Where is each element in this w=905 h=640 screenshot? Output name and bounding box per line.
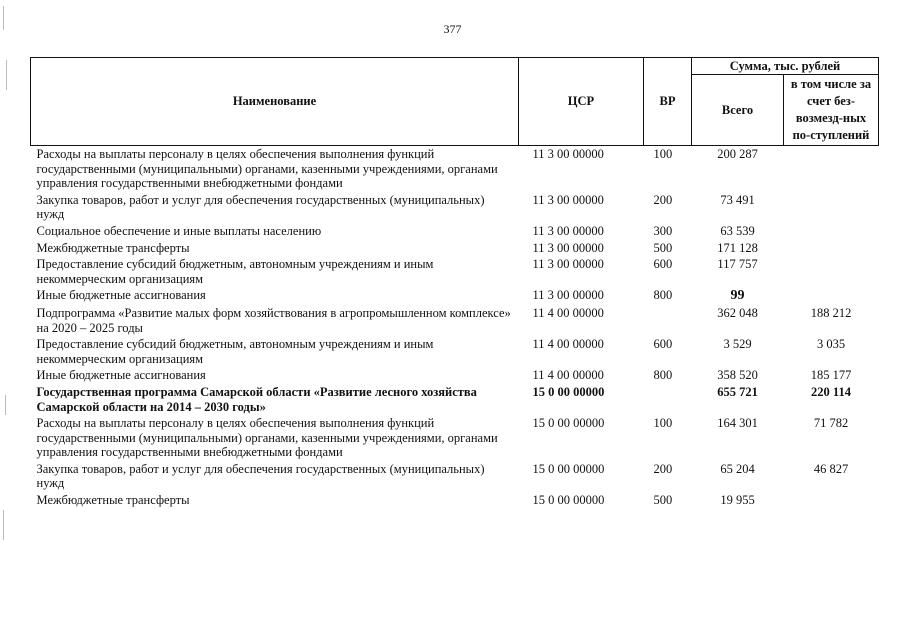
table-body xyxy=(31,146,879,509)
row-total xyxy=(692,287,784,305)
row-free xyxy=(784,146,879,192)
row-csr: 11 3 00 00000 xyxy=(532,288,604,303)
row-name: Межбюджетные трансферты xyxy=(36,240,190,255)
row-total: 358 520 xyxy=(717,368,758,383)
row-total: 171 128 xyxy=(717,240,758,255)
row-name: Расходы на выплаты персоналу в целях обеспечения выполнения функций государственными (муниципальными) органами, казенными учреждениями, органами управления государственными внебюджетными фондами xyxy=(36,416,498,460)
row-csr: 15 0 00 00000 xyxy=(532,493,605,508)
table-row-program xyxy=(31,384,879,415)
row-csr: 11 3 00 00000 xyxy=(532,240,604,255)
table-row xyxy=(31,305,879,336)
scan-artifact xyxy=(6,60,7,90)
budget-table xyxy=(30,57,879,509)
row-vr xyxy=(644,305,692,336)
header-free-receipts: в том числе за счет без-возмезд-ных по-ступлений xyxy=(784,75,879,146)
row-csr: 15 0 00 00000 xyxy=(532,384,605,399)
row-name: Иные бюджетные ассигнования xyxy=(36,288,206,303)
page-number: 377 xyxy=(443,22,462,36)
row-csr: 15 0 00 00000 xyxy=(532,416,605,431)
table-row xyxy=(31,336,879,367)
row-vr: 200 xyxy=(653,192,673,207)
row-free xyxy=(784,492,879,509)
row-total: 63 539 xyxy=(720,223,755,238)
table-header xyxy=(31,58,879,146)
row-vr xyxy=(644,384,692,415)
row-free xyxy=(784,223,879,240)
header-vr: ВР xyxy=(644,58,692,146)
row-free xyxy=(784,192,879,223)
scan-artifact xyxy=(5,395,6,415)
row-csr: 11 3 00 00000 xyxy=(532,257,604,272)
table-row xyxy=(31,367,879,384)
table-row xyxy=(31,287,879,305)
row-vr: 500 xyxy=(653,493,673,508)
header-sum-group: Сумма, тыс. рублей xyxy=(692,58,879,75)
row-free xyxy=(784,287,879,305)
scan-artifact xyxy=(3,6,4,30)
table-row xyxy=(31,415,879,461)
row-vr: 500 xyxy=(653,240,673,255)
row-total: 65 204 xyxy=(720,461,755,476)
row-name: Межбюджетные трансферты xyxy=(36,493,190,508)
header-name: Наименование xyxy=(31,58,519,146)
row-free: 188 212 xyxy=(810,305,852,320)
row-free xyxy=(784,256,879,287)
row-csr: 11 3 00 00000 xyxy=(532,192,604,207)
row-name: Государственная программа Самарской области «Развитие лесного хозяйства Самарской области на 2014 – 2030 годы» xyxy=(36,384,477,414)
row-free: 185 177 xyxy=(810,368,852,383)
row-csr: 11 3 00 00000 xyxy=(532,147,604,161)
row-vr: 100 xyxy=(653,147,673,161)
row-total: 19 955 xyxy=(720,493,755,508)
row-name: Иные бюджетные ассигнования xyxy=(36,368,206,383)
row-total: 164 301 xyxy=(717,416,758,431)
row-name: Предоставление субсидий бюджетным, автономным учреждениям и иным некоммерческим организациям xyxy=(36,257,434,286)
row-free: 46 827 xyxy=(813,461,849,476)
row-vr: 600 xyxy=(653,337,673,352)
table-row xyxy=(31,240,879,257)
table-row xyxy=(31,223,879,240)
row-total-value: 99 xyxy=(730,288,745,304)
row-total: 3 529 xyxy=(723,337,752,352)
row-total: 362 048 xyxy=(717,305,758,320)
row-free: 3 035 xyxy=(816,337,846,352)
row-name: Закупка товаров, работ и услуг для обеспечения государственных (муниципальных) нужд xyxy=(36,461,485,491)
row-name: Социальное обеспечение и иные выплаты населению xyxy=(36,223,322,238)
budget-table-container xyxy=(30,57,878,509)
row-csr: 11 4 00 00000 xyxy=(532,305,604,320)
table-row xyxy=(31,192,879,223)
table-row xyxy=(31,146,879,192)
row-free xyxy=(784,240,879,257)
row-name: Предоставление субсидий бюджетным, автономным учреждениям и иным некоммерческим организациям xyxy=(36,337,434,366)
row-vr: 600 xyxy=(653,257,673,272)
row-csr: 11 4 00 00000 xyxy=(532,368,604,383)
header-csr: ЦСР xyxy=(519,58,644,146)
table-row xyxy=(31,461,879,492)
row-total: 200 287 xyxy=(717,147,758,161)
row-free: 71 782 xyxy=(813,416,849,431)
row-vr: 100 xyxy=(653,416,673,431)
header-total: Всего xyxy=(692,75,784,146)
row-csr: 11 4 00 00000 xyxy=(532,337,604,352)
row-csr: 11 3 00 00000 xyxy=(532,223,604,238)
row-total: 655 721 xyxy=(717,384,758,399)
row-vr: 800 xyxy=(653,368,673,383)
row-csr: 15 0 00 00000 xyxy=(532,461,605,476)
scan-artifact xyxy=(3,510,4,540)
row-free: 220 114 xyxy=(811,384,851,399)
row-total: 117 757 xyxy=(717,257,758,272)
row-vr: 300 xyxy=(653,223,673,238)
row-name: Расходы на выплаты персоналу в целях обеспечения выполнения функций государственными (муниципальными) органами, казенными учреждениями, органами управления государственными внебюджетными фондами xyxy=(36,147,498,191)
row-name: Закупка товаров, работ и услуг для обеспечения государственных (муниципальных) нужд xyxy=(36,192,485,222)
row-vr: 800 xyxy=(653,288,673,303)
row-vr: 200 xyxy=(653,461,673,476)
table-row xyxy=(31,492,879,509)
table-row xyxy=(31,256,879,287)
row-total: 73 491 xyxy=(720,192,755,207)
row-name: Подпрограмма «Развитие малых форм хозяйствования в агропромышленном комплексе» на 2020 – 2025 годы xyxy=(36,305,511,335)
